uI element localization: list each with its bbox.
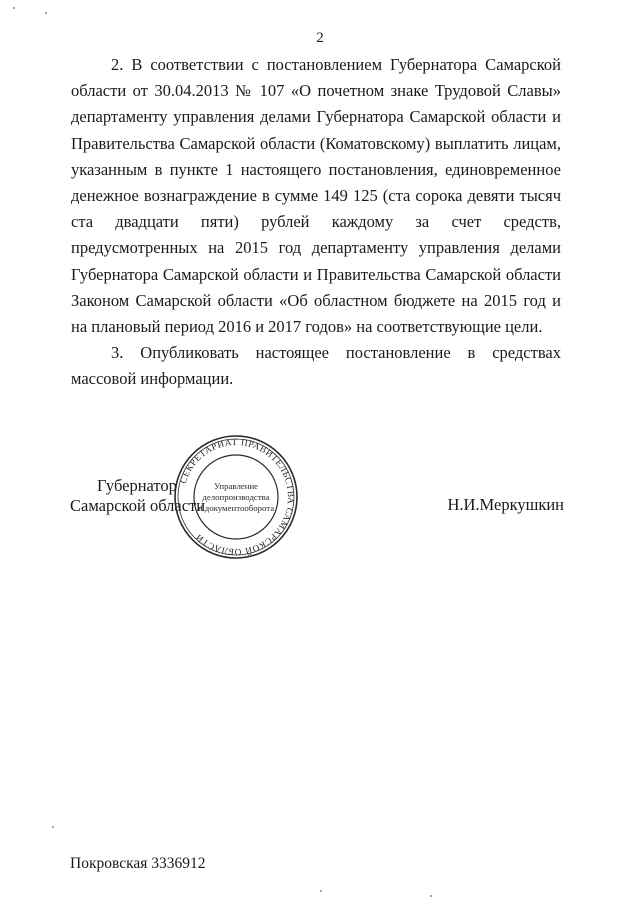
seal-inner-text-1: Управление (213, 481, 259, 491)
signatory-name: Н.И.Меркушкин (447, 495, 564, 514)
paragraph-3: 3. Опубликовать настоящее постановление в средствах массовой информации. (71, 343, 561, 389)
document-body (71, 52, 561, 393)
scan-speck (320, 890, 322, 892)
signatory-title-line2: Самарской области (70, 496, 206, 515)
scan-speck (45, 12, 47, 14)
page-number: 2 (316, 30, 324, 46)
footer-executor: Покровская 3336912 (70, 855, 206, 872)
paragraph-2: 2. В соответствии с постановлением Губернатора Самарской области от 30.04.2013 № 107 «О почетном знаке Трудовой Славы» департаменту управления делами Губернатора Самарской области и Правительства Самарской области (Коматовскому) выплатить лицам, указанным в пункте 1 настоящего постановления, единовременное денежное вознаграждение в сумме 149 125 (ста сорока девяти тысяч ста двадцати пяти) рублей каждому за счет средств, предусмотренных на 2015 год департаменту управления делами Губернатора Самарской области и Правительства Самарской области Законом Самарской области «Об областном бюджете на 2015 год и на плановый период 2016 и 2017 годов» на соответствующие цели. (71, 55, 561, 337)
official-seal (173, 434, 299, 560)
seal-ring-text: СЕКРЕТАРИАТ ПРАВИТЕЛЬСТВА САМАРСКОЙ ОБЛАСТИ (177, 436, 297, 558)
seal-inner-text-3: и документооборота (197, 503, 275, 513)
scan-speck (52, 826, 54, 828)
seal-inner-text-2: делопроизводства (202, 492, 270, 502)
scan-speck (13, 7, 15, 9)
scan-speck (430, 895, 432, 897)
signatory-title-line1: Губернатор (97, 476, 177, 495)
